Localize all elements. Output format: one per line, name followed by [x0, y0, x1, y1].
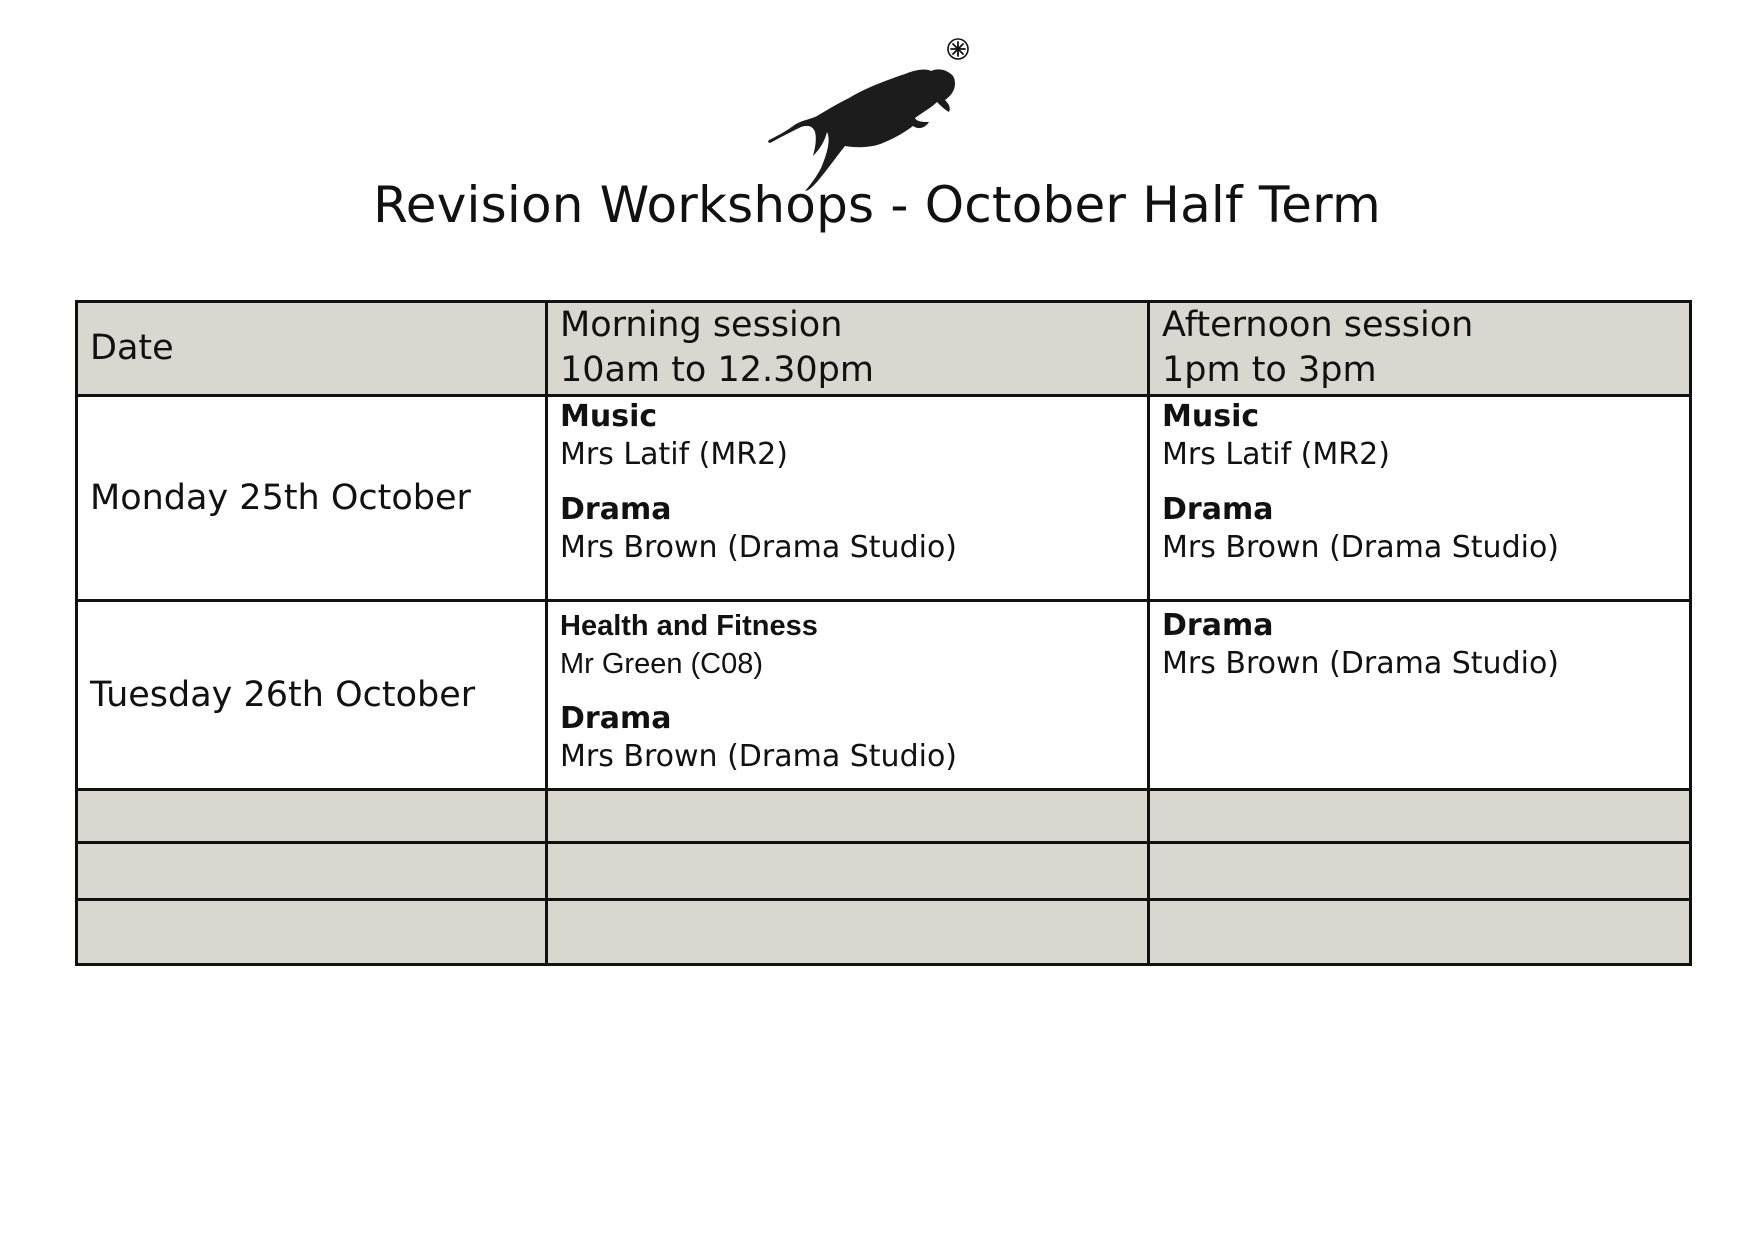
afternoon-session-cell — [1149, 601, 1691, 790]
workshop-entry — [1162, 492, 1677, 568]
empty-table-row — [77, 790, 1691, 843]
teacher-room: Mrs Latif (MR2) — [1162, 437, 1390, 472]
workshop-entry — [560, 701, 1135, 777]
subject-name: Music — [1162, 399, 1260, 434]
morning-session-cell — [547, 396, 1149, 601]
morning-session-time: 10am to 12.30pm — [560, 350, 874, 390]
subject-name: Drama — [560, 492, 672, 527]
empty-cell — [77, 843, 547, 900]
workshop-entry — [560, 399, 1135, 475]
workshop-entry — [1162, 399, 1677, 475]
leaping-panther-icon — [765, 36, 985, 191]
workshop-schedule-table — [75, 300, 1692, 966]
morning-session-cell — [547, 601, 1149, 790]
empty-cell — [1149, 900, 1691, 965]
table-header-row — [77, 302, 1691, 396]
subject-name: Drama — [1162, 608, 1274, 643]
day-cell: Tuesday 26th October — [77, 601, 547, 790]
morning-column-header — [547, 302, 1149, 396]
afternoon-column-header — [1149, 302, 1691, 396]
afternoon-session-time: 1pm to 3pm — [1162, 350, 1377, 390]
teacher-room: Mrs Brown (Drama Studio) — [1162, 646, 1560, 681]
afternoon-session-cell — [1149, 396, 1691, 601]
teacher-room: Mrs Brown (Drama Studio) — [560, 739, 958, 774]
table-row — [77, 396, 1691, 601]
empty-cell — [547, 843, 1149, 900]
morning-session-title: Morning session — [560, 305, 843, 345]
empty-cell — [1149, 843, 1691, 900]
empty-cell — [77, 900, 547, 965]
workshop-entry — [560, 492, 1135, 568]
workshop-entry — [1162, 608, 1677, 684]
date-column-header — [77, 302, 547, 396]
date-header-label: Date — [90, 328, 174, 368]
afternoon-session-title: Afternoon session — [1162, 305, 1474, 345]
empty-cell — [547, 900, 1149, 965]
subject-name: Drama — [1162, 492, 1274, 527]
teacher-room: Mrs Brown (Drama Studio) — [1162, 530, 1560, 565]
empty-table-row — [77, 843, 1691, 900]
teacher-room: Mrs Latif (MR2) — [560, 437, 788, 472]
table-row — [77, 601, 1691, 790]
star-icon — [948, 39, 968, 59]
subject-name: Drama — [560, 701, 672, 736]
empty-cell — [77, 790, 547, 843]
subject-name: Health and Fitness — [560, 610, 818, 642]
teacher-room: Mr Green (C08) — [560, 648, 764, 680]
subject-name: Music — [560, 399, 658, 434]
empty-table-row — [77, 900, 1691, 965]
workshop-entry — [560, 608, 1135, 684]
day-cell: Monday 25th October — [77, 396, 547, 601]
empty-cell — [1149, 790, 1691, 843]
page-title: Revision Workshops - October Half Term — [373, 176, 1381, 234]
empty-cell — [547, 790, 1149, 843]
teacher-room: Mrs Brown (Drama Studio) — [560, 530, 958, 565]
